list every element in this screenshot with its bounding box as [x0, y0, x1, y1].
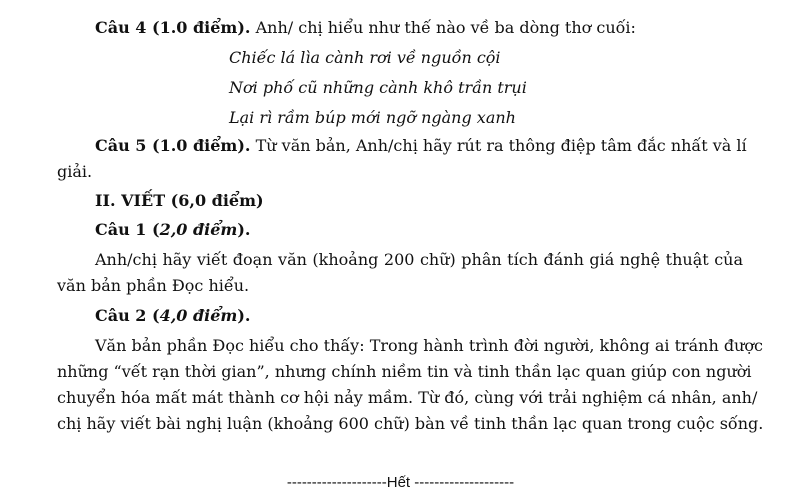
section-2-heading — [95, 189, 264, 213]
poem-line-2: Nơi phố cũ những cành khô trần trụi — [229, 78, 527, 97]
poem-line-3: Lại rì rầm búp mới ngỡ ngàng xanh — [229, 108, 516, 127]
question-5-text: Từ văn bản, Anh/chị hãy rút ra thông điệp tâm đắc nhất và lí — [250, 136, 747, 155]
question-5-line-1 — [95, 134, 747, 158]
question-4-text: Anh/ chị hiểu như thế nào về ba dòng thơ cuối: — [250, 18, 636, 37]
question-2-heading — [95, 304, 251, 328]
question-2-line-4: chị hãy viết bài nghị luận (khoảng 600 chữ) bàn về tinh thần lạc quan trong cuộc sống. — [57, 414, 764, 433]
question-2-line-1: Văn bản phần Đọc hiểu cho thấy: Trong hành trình đời người, không ai tránh được — [95, 336, 764, 355]
question-1-label-suffix: ). — [237, 220, 251, 239]
poem-line-1: Chiếc lá lìa cành rơi về nguồn cội — [229, 48, 501, 67]
question-2-label-prefix: Câu 2 ( — [95, 306, 160, 325]
question-5-label: Câu 5 (1.0 điểm). — [95, 136, 251, 155]
question-1-label-prefix: Câu 1 ( — [95, 220, 160, 239]
question-1-points: 2,0 điểm — [159, 220, 238, 239]
question-1-heading — [95, 218, 251, 242]
question-2-points: 4,0 điểm — [159, 306, 238, 325]
question-1-line-2: văn bản phần Đọc hiểu. — [57, 276, 250, 295]
question-4-label: Câu 4 (1.0 điểm). — [95, 18, 251, 37]
question-2-label-suffix: ). — [237, 306, 251, 325]
question-2-line-3: chuyển hóa mất mát thành cơ hội nảy mầm. Từ đó, cùng với trải nghiệm cá nhân, anh/ — [57, 388, 758, 407]
question-5-line-2: giải. — [57, 162, 93, 181]
section-2-title: II. VIẾT (6,0 điểm) — [95, 191, 264, 210]
question-1-line-1: Anh/chị hãy viết đoạn văn (khoảng 200 chữ) phân tích đánh giá nghệ thuật của — [95, 250, 743, 269]
question-4-line — [95, 16, 636, 40]
end-marker: --------------------Hết -------------------- — [286, 474, 515, 491]
question-2-line-2: những “vết rạn thời gian”, nhưng chính niềm tin và tinh thần lạc quan giúp con người — [57, 362, 752, 381]
